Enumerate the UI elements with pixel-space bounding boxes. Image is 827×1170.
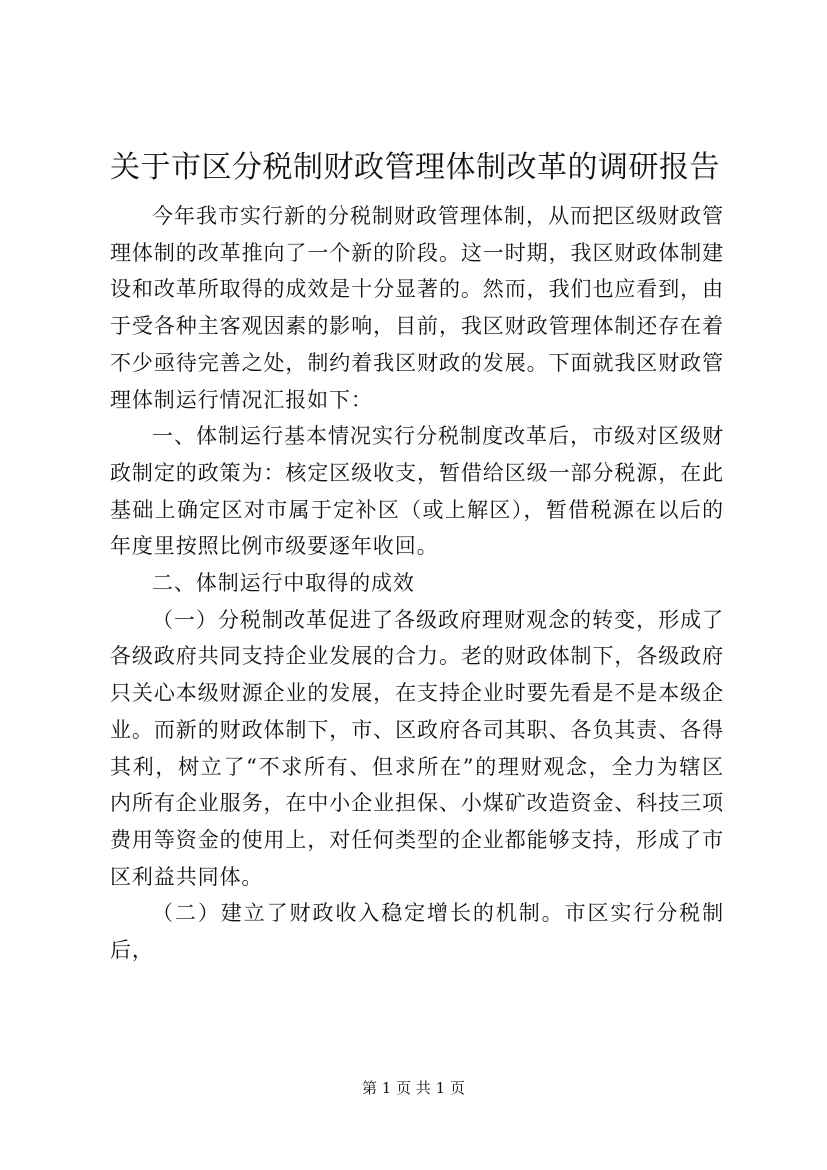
paragraph-subsection-1: （一）分税制改革促进了各级政府理财观念的转变，形成了各级政府共同支持企业发展的合力。老的财政体制下，各级政府只关心本级财源企业的发展，在支持企业时要先看是不是本级企业。而新的财政体制下，市、区政府各司其职、各负其责、各得其利，树立了“不求所有、但求所在”的理财观念，全力为辖区内所有企业服务，在中小企业担保、小煤矿改造资金、科技三项费用等资金的使用上，对任何类型的企业都能够支持，形成了市区利益共同体。 — [110, 607, 724, 889]
page-footer: 第 1 页 共 1 页 — [362, 1079, 465, 1097]
paragraph-intro: 今年我市实行新的分税制财政管理体制，从而把区级财政管理体制的改革推向了一个新的阶段。这一时期，我区财政体制建设和改革所取得的成效是十分显著的。然而，我们也应看到，由于受各种主客观因素的影响，目前，我区财政管理体制还存在着不少亟待完善之处，制约着我区财政的发展。下面就我区财政管理体制运行情况汇报如下： — [110, 204, 724, 412]
paragraph-section-1: 一、体制运行基本情况实行分税制度改革后，市级对区级财政制定的政策为：核定区级收支，暂借给区级一部分税源，在此基础上确定区对市属于定补区（或上解区），暂借税源在以后的年度里按照比例市级要逐年收回。 — [110, 424, 724, 559]
paragraph-section-2-heading: 二、体制运行中取得的成效 — [152, 571, 415, 596]
document-title: 关于市区分税制财政管理体制改革的调研报告 — [110, 150, 720, 185]
paragraph-subsection-2: （二）建立了财政收入稳定增长的机制。市区实行分税制后， — [110, 901, 724, 963]
document-body — [110, 198, 724, 969]
